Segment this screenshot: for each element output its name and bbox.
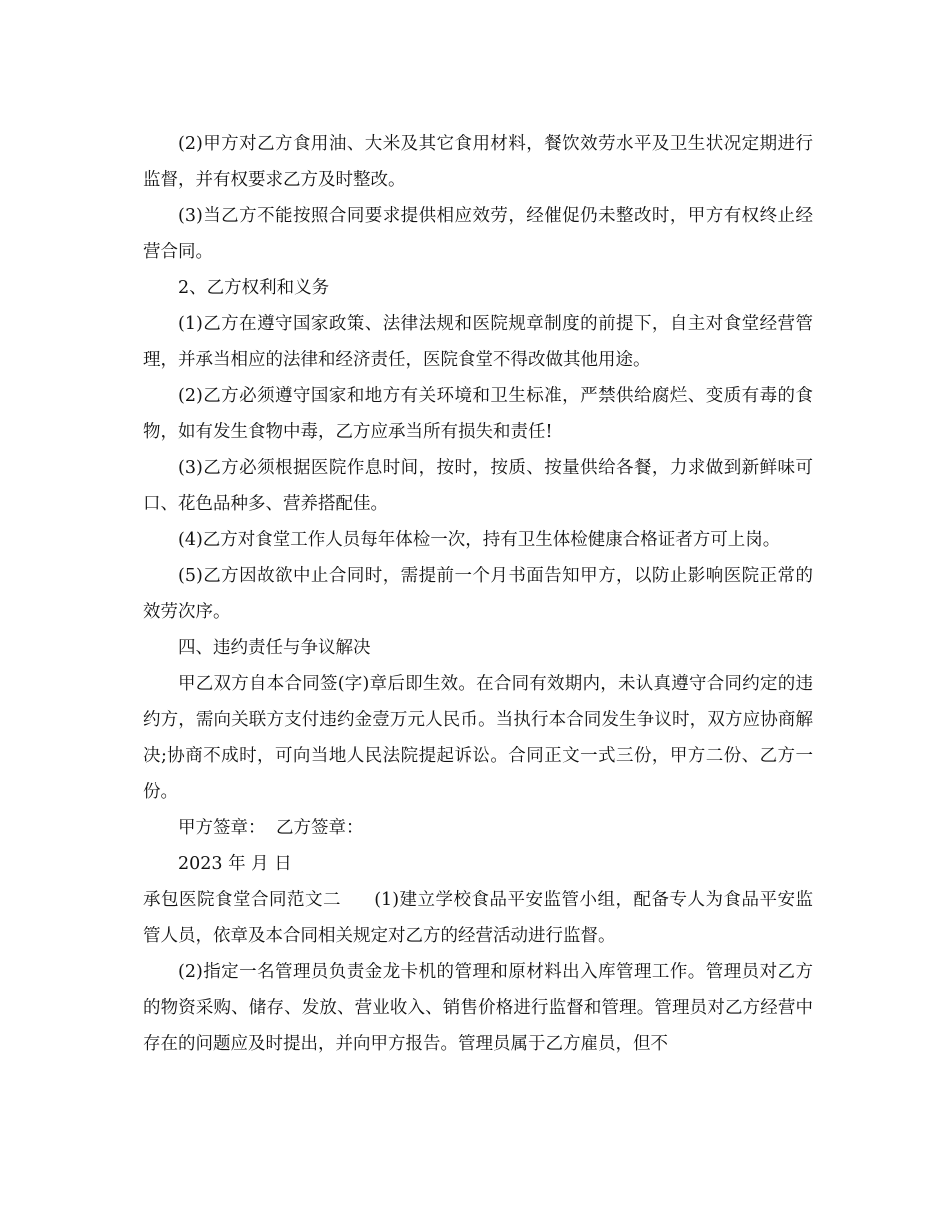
second-doc-clause-2: (2)指定一名管理员负责金龙卡机的管理和原材料出入库管理工作。管理员对乙方的物资采购、储存、发放、营业收入、销售价格进行监督和管理。管理员对乙方经营中存在的问题应及时提出，并向甲方报告。管理员属于乙方雇员，但不: [143, 962, 813, 1054]
section-heading-breach-liability: 四、违约责任与争议解决: [178, 638, 371, 658]
second-doc-clause-1: (1)建立学校食品平安监管小组，配备专人为食品平安监管人员，依章及本合同相关规定对乙方的经营活动进行监督。: [143, 890, 813, 946]
paragraph-clause-b1: (1)乙方在遵守国家政策、法律法规和医院规章制度的前提下，自主对食堂经营管理，并承当相应的法律和经济责任，医院食堂不得改做其他用途。: [143, 314, 813, 370]
paragraph-breach-terms: 甲乙双方自本合同签(字)章后即生效。在合同有效期内，未认真遵守合同约定的违约方，需向关联方支付违约金壹万元人民币。当执行本合同发生争议时，双方应协商解决;协商不成时，可向当地人民法院提起诉讼。合同正文一式三份，甲方二份、乙方一份。: [143, 674, 813, 802]
document-body: [143, 126, 813, 1062]
paragraph-clause-b4: (4)乙方对食堂工作人员每年体检一次，持有卫生体检健康合格证者方可上岗。: [178, 530, 781, 550]
signature-line: [143, 810, 813, 846]
date-line: 2023 年 月 日: [178, 854, 292, 874]
paragraph-clause-b3: (3)乙方必须根据医院作息时间，按时，按质、按量供给各餐，力求做到新鲜味可口、花色品种多、营养搭配佳。: [143, 458, 813, 514]
second-doc-heading: 承包医院食堂合同范文二: [143, 890, 341, 910]
paragraph-clause-a2: (2)甲方对乙方食用油、大米及其它食用材料，餐饮效劳水平及卫生状况定期进行监督，并有权要求乙方及时整改。: [143, 134, 813, 190]
paragraph-clause-b5: (5)乙方因故欲中止合同时，需提前一个月书面告知甲方，以防止影响医院正常的效劳次序。: [143, 566, 813, 622]
second-doc-first-paragraph: [143, 882, 813, 954]
party-b-signature-label: 乙方签章：: [276, 818, 364, 838]
section-heading-party-b-rights: 2、乙方权利和义务: [178, 278, 330, 298]
paragraph-clause-a3: (3)当乙方不能按照合同要求提供相应效劳，经催促仍未整改时，甲方有权终止经营合同。: [143, 206, 813, 262]
paragraph-clause-b2: (2)乙方必须遵守国家和地方有关环境和卫生标准，严禁供给腐烂、变质有毒的食物，如有发生食物中毒，乙方应承当所有损失和责任!: [143, 386, 813, 442]
party-a-signature-label: 甲方签章：: [178, 818, 266, 838]
